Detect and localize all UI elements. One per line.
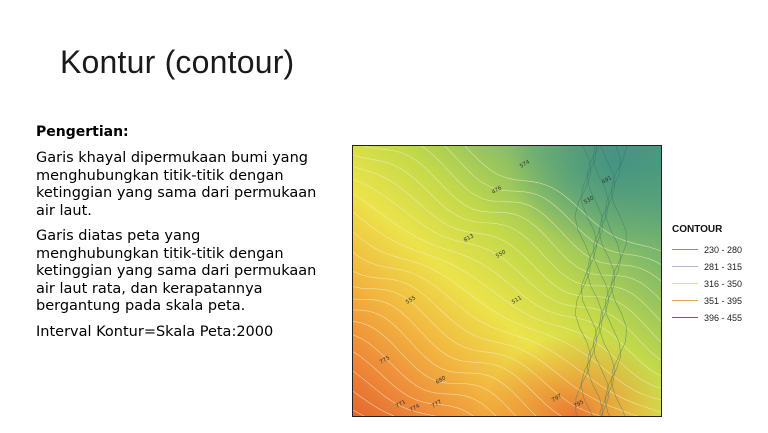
elevation-label: 813 [463, 233, 476, 244]
legend-swatch-396-455 [672, 317, 698, 318]
legend-item [672, 258, 764, 275]
elevation-label: 774 [409, 403, 422, 414]
definition-paragraph-2: Garis diatas peta yang menghubungkan titik-titik dengan ketinggian yang sama dari permukaan air laut rata, dan kerapatannya bergantung pada skala peta. [36, 228, 317, 314]
elevation-label: 777 [431, 399, 444, 410]
elevation-label: 797 [551, 393, 564, 404]
slide-title: Kontur (contour) [60, 44, 295, 80]
legend-swatch-316-350 [672, 283, 698, 284]
elevation-label: 771 [395, 399, 408, 410]
contour-map-graphic [353, 146, 661, 416]
legend-swatch-230-280 [672, 249, 698, 250]
elevation-label: 511 [511, 295, 524, 306]
elevation-label: 574 [519, 159, 532, 170]
elevation-label: 530 [583, 195, 596, 206]
elevation-label: 476 [491, 185, 504, 196]
legend-title: CONTOUR [672, 224, 723, 235]
legend-label: 351 - 395 [704, 295, 743, 306]
contour-interval-text: Interval Kontur=Skala Peta:2000 [36, 323, 274, 340]
elevation-label: 491 [601, 175, 614, 186]
legend-label: 316 - 350 [704, 278, 743, 289]
definition-heading: Pengertian: [36, 124, 129, 140]
elevation-label: 680 [435, 375, 448, 386]
contour-map [352, 145, 662, 417]
legend-label: 396 - 455 [704, 312, 743, 323]
legend-label: 281 - 315 [704, 261, 743, 272]
legend-item [672, 241, 764, 258]
definition-text-block [36, 124, 326, 349]
elevation-label: 795 [573, 399, 586, 410]
legend-item [672, 292, 764, 309]
definition-paragraph-1: Garis khayal dipermukaan bumi yang menghubungkan titik-titik dengan ketinggian yang sama dari permukaan air laut. [36, 150, 317, 219]
legend-item [672, 309, 764, 326]
legend-swatch-281-315 [672, 266, 698, 267]
legend-swatch-351-395 [672, 300, 698, 301]
contour-legend [672, 224, 764, 326]
legend-item [672, 275, 764, 292]
legend-label: 230 - 280 [704, 244, 743, 255]
elevation-label: 775 [379, 355, 392, 366]
elevation-label: 555 [405, 295, 418, 306]
elevation-label: 550 [495, 249, 508, 260]
